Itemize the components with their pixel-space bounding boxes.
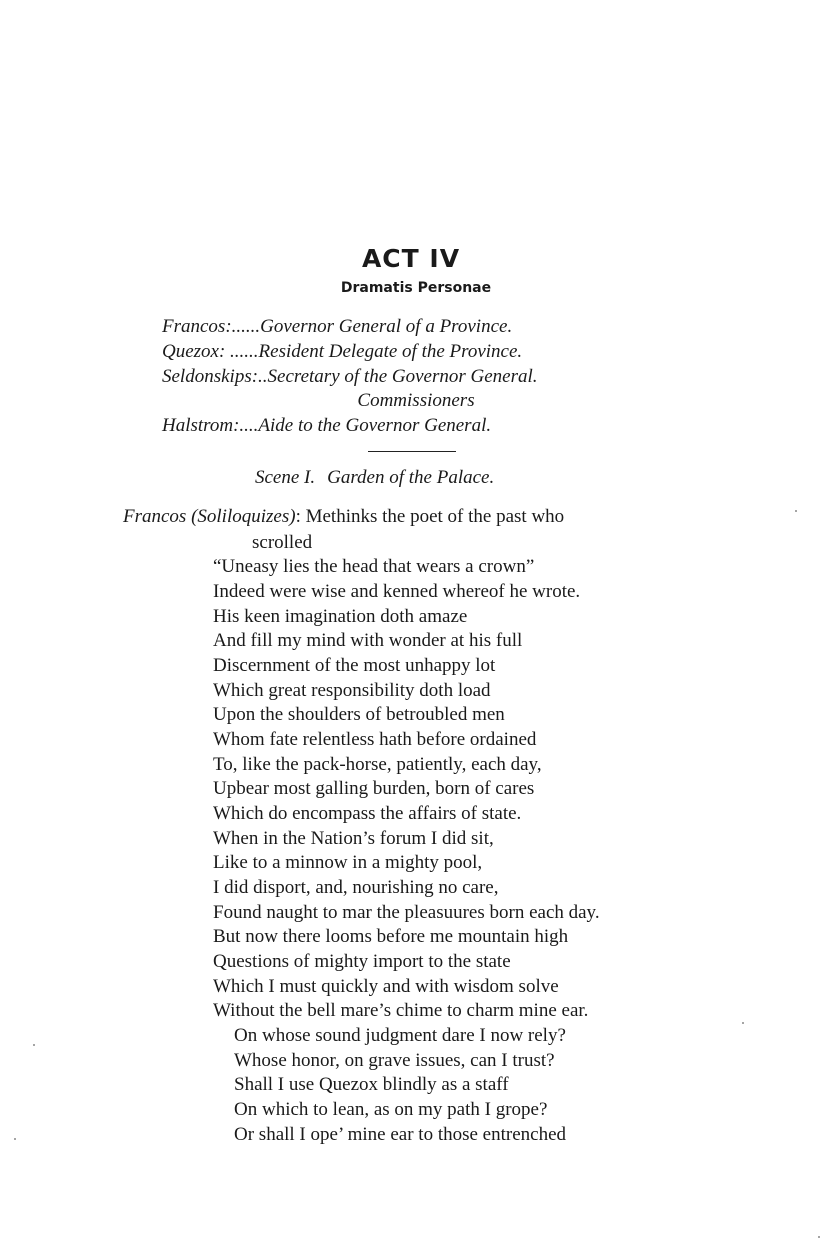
verse-line: But now there looms before me mountain high <box>213 926 569 947</box>
persona-quezox: Quezox: ......Resident Delegate of the Province. <box>162 341 523 362</box>
verse-line: Upon the shoulders of betroubled men <box>213 704 505 725</box>
scene-title: Garden of the Palace. <box>327 467 495 488</box>
scan-speck <box>795 510 797 512</box>
verse-line: When in the Nation’s forum I did sit, <box>213 828 494 849</box>
section-divider <box>368 451 456 452</box>
scan-speck <box>742 1022 744 1024</box>
scene-heading <box>255 467 494 489</box>
persona-commissioners: Commissioners <box>357 390 475 411</box>
verse-line: And fill my mind with wonder at his full <box>213 630 523 651</box>
persona-halstrom: Halstrom:....Aide to the Governor General. <box>162 415 492 436</box>
speech-first-line <box>123 506 564 528</box>
verse-line: Upbear most galling burden, born of cares <box>213 778 535 799</box>
verse-line: Like to a minnow in a mighty pool, <box>213 852 483 873</box>
verse-line: Without the bell mare’s chime to charm mine ear. <box>213 1000 589 1021</box>
verse-line: Which do encompass the affairs of state. <box>213 803 522 824</box>
persona-francos: Francos:......Governor General of a Province. <box>162 316 513 337</box>
verse-line: Whose honor, on grave issues, can I trust? <box>234 1050 555 1071</box>
verse-line: Or shall I ope’ mine ear to those entrenched <box>234 1124 567 1145</box>
speaker-name: Francos (Soliloquizes) <box>123 506 296 527</box>
verse-line: Found naught to mar the pleasuures born each day. <box>213 902 600 923</box>
verse-line: On which to lean, as on my path I grope? <box>234 1099 548 1120</box>
verse-line: Which I must quickly and with wisdom solve <box>213 976 559 997</box>
scan-speck <box>14 1138 16 1140</box>
scan-speck <box>818 1236 820 1238</box>
dramatis-personae-heading: Dramatis Personae <box>340 280 492 296</box>
verse-line: I did disport, and, nourishing no care, <box>213 877 499 898</box>
verse-line: Shall I use Quezox blindly as a staff <box>234 1074 509 1095</box>
speech-opening: : Methinks the poet of the past who <box>295 506 565 527</box>
act-title: ACT IV <box>361 244 461 273</box>
scene-number: Scene I. <box>255 467 316 488</box>
scan-speck <box>33 1044 35 1046</box>
verse-line: scrolled <box>252 532 313 553</box>
verse-line: “Uneasy lies the head that wears a crown” <box>213 556 535 577</box>
verse-line: Whom fate relentless hath before ordained <box>213 729 537 750</box>
persona-seldonskips: Seldonskips:..Secretary of the Governor General. <box>162 366 538 387</box>
verse-line: To, like the pack-horse, patiently, each day, <box>213 754 542 775</box>
verse-line: Which great responsibility doth load <box>213 680 491 701</box>
verse-line: Discernment of the most unhappy lot <box>213 655 496 676</box>
verse-line: Indeed were wise and kenned whereof he wrote. <box>213 581 581 602</box>
verse-line: His keen imagination doth amaze <box>213 606 468 627</box>
verse-line: On whose sound judgment dare I now rely? <box>234 1025 566 1046</box>
verse-line: Questions of mighty import to the state <box>213 951 511 972</box>
